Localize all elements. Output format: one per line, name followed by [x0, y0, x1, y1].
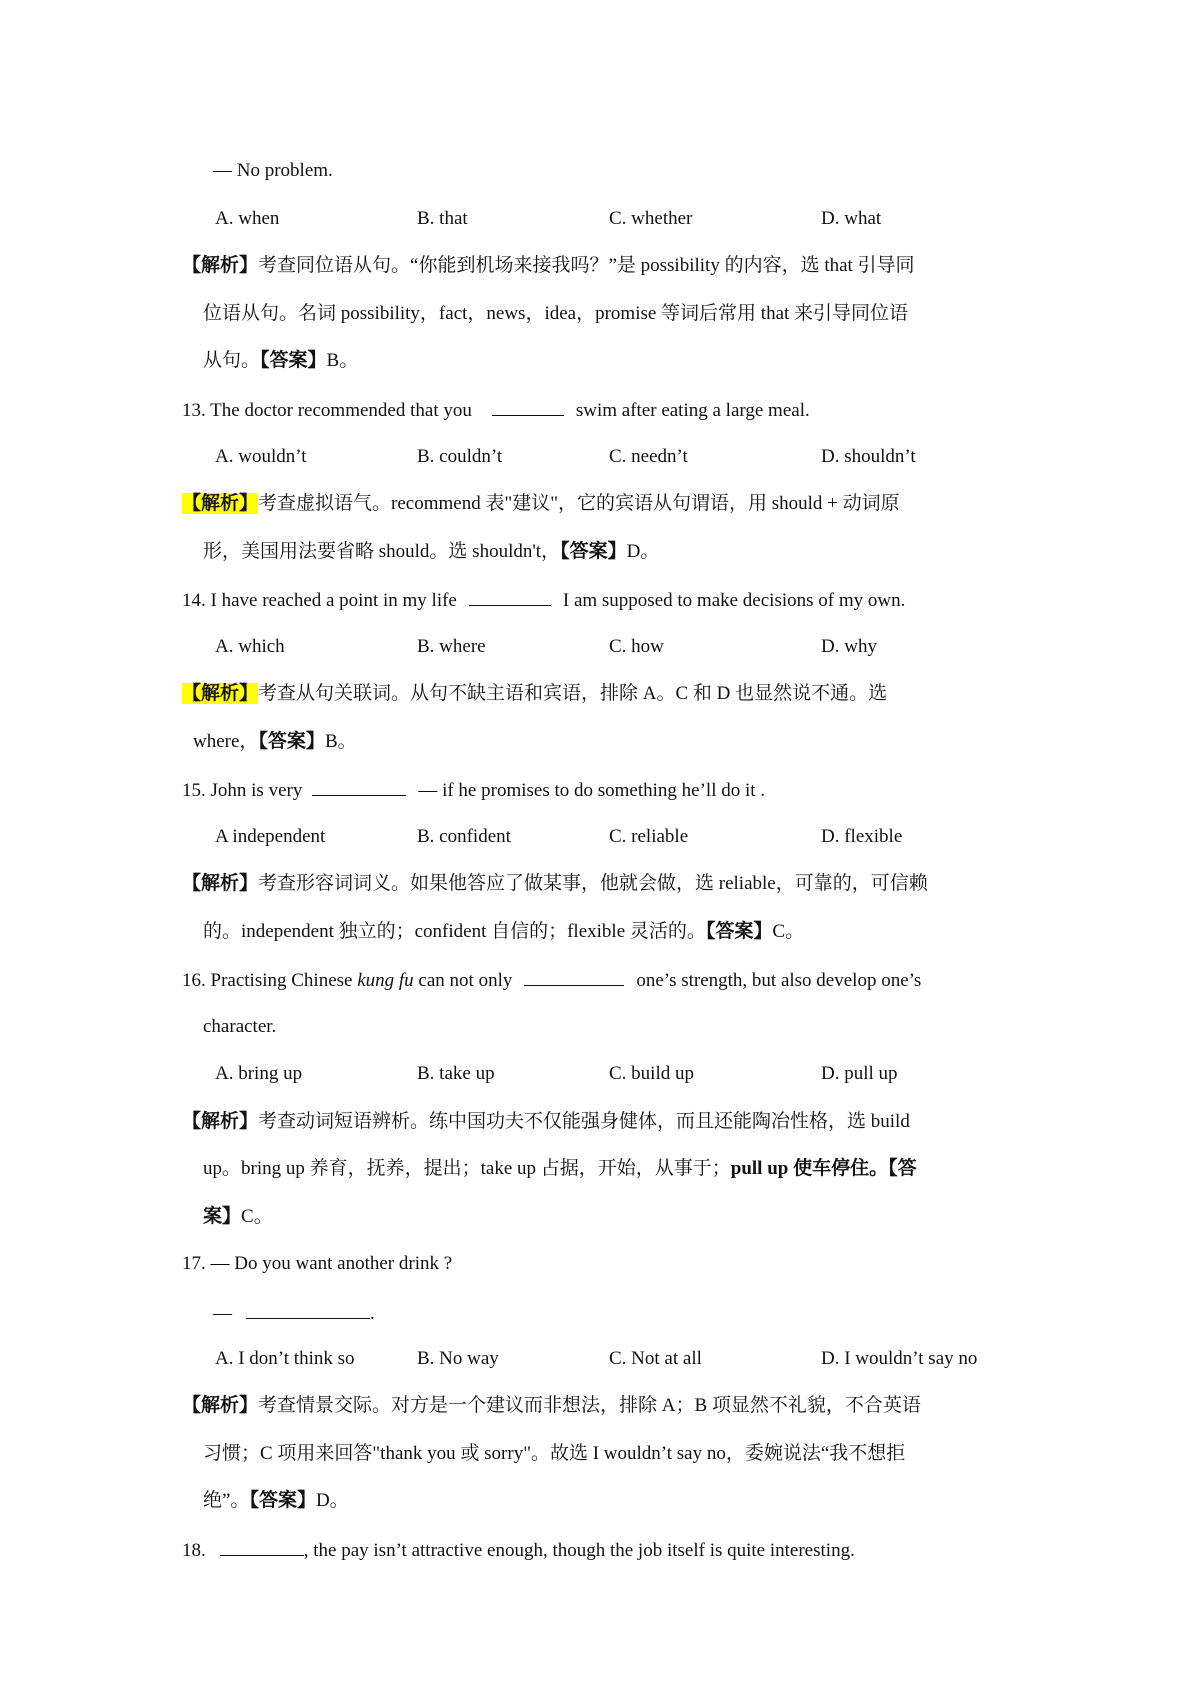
answer-tag: 【答案】 [249, 1490, 316, 1511]
q14-analysis-line-1: 【解析】考查从句关联词。从句不缺主语和宾语，排除 A。C 和 D 也显然说不通。选 [182, 683, 888, 704]
answer-value: C。 [772, 921, 805, 942]
kung-fu-term: kung fu [357, 970, 414, 991]
q16-option-a: A. bring up [215, 1063, 303, 1084]
q17-option-b: B. No way [417, 1348, 499, 1369]
q13-option-c: C. needn’t [609, 446, 688, 467]
answer-tag: 【答案】 [560, 541, 627, 562]
answer-blank [312, 777, 406, 796]
q14-option-b: B. where [417, 636, 486, 657]
q16-analysis-line-3 [203, 1205, 273, 1229]
q16-stem-line-1: 16. Practising Chinese kung fu can not only one’s strength, but also develop one’s [182, 967, 921, 993]
answer-tag: 【答 [888, 1158, 917, 1179]
answer-blank [246, 1300, 370, 1319]
q14-option-c: C. how [609, 636, 664, 657]
q17-stem: 17. — Do you want another drink ? [182, 1253, 453, 1274]
answer-value: D。 [315, 1490, 349, 1511]
q12-analysis-line-2: 位语从句。名词 possibility，fact，news，idea，promise 等词后常用 that 来引导同位语 [203, 303, 909, 324]
q13-analysis-line-1: 【解析】考查虚拟语气。recommend 表"建议"，它的宾语从句谓语，用 should + 动词原 [182, 493, 900, 514]
answer-value: C。 [241, 1206, 273, 1227]
q14-option-a: A. which [215, 636, 285, 657]
q15-stem: 15. John is very — if he promises to do something he’ll do it . [182, 777, 765, 803]
q17-option-c: C. Not at all [609, 1348, 702, 1369]
q16-option-b: B. take up [417, 1063, 495, 1084]
q16-stem-line-2: character. [203, 1016, 277, 1037]
analysis-tag: 【解析】 [182, 493, 259, 514]
analysis-tag: 【解析】 [182, 1395, 259, 1416]
q12-option-b: B. that [417, 208, 468, 229]
analysis-tag: 【解析】 [182, 1111, 259, 1132]
q18-stem: 18. , the pay isn’t attractive enough, though the job itself is quite interesting. [182, 1537, 855, 1563]
q14-option-d: D. why [821, 636, 877, 657]
q15-option-b: B. confident [417, 826, 511, 847]
answer-blank [524, 967, 624, 986]
q17-analysis-line-1: 【解析】考查情景交际。对方是一个建议而非想法，排除 A；B 项显然不礼貌，不合英语 [182, 1395, 921, 1416]
q16-option-c: C. build up [609, 1063, 694, 1084]
q15-option-d: D. flexible [821, 826, 903, 847]
q17-analysis-line-2: 习惯；C 项用来回答"thank you 或 sorry"。故选 I wouldn’t say no，委婉说法“我不想拒 [203, 1443, 906, 1464]
answer-tag: 案】 [203, 1206, 242, 1227]
answer-value: B。 [324, 731, 357, 752]
q16-analysis-line-2: up。bring up 养育，抚养，提出；take up 占据，开始，从事于；pull up 使车停住。【答 [203, 1158, 917, 1179]
q12-option-a: A. when [215, 208, 280, 229]
q15-analysis-line-1: 【解析】考查形容词词义。如果他答应了做某事，他就会做，选 reliable，可靠的，可信赖 [182, 873, 928, 894]
answer-blank [469, 587, 551, 606]
q13-option-d: D. shouldn’t [821, 446, 916, 467]
analysis-tag: 【解析】 [182, 255, 259, 276]
answer-value: B。 [326, 350, 359, 371]
answer-blank [220, 1537, 304, 1556]
analysis-tag: 【解析】 [182, 873, 259, 894]
q14-stem: 14. I have reached a point in my life I am supposed to make decisions of my own. [182, 587, 905, 613]
q14-analysis-line-2: where，【答案】B。 [193, 731, 357, 752]
analysis-tag: 【解析】 [182, 683, 259, 704]
q15-option-a: A independent [215, 826, 326, 847]
q13-option-b: B. couldn’t [417, 446, 503, 467]
q17-option-a: A. I don’t think so [215, 1348, 355, 1369]
answer-tag: 【答案】 [258, 731, 325, 752]
reply-line: — No problem. [213, 160, 333, 181]
q17-option-d: D. I wouldn’t say no [821, 1348, 978, 1369]
q13-analysis-line-2: 形，美国用法要省略 should。选 shouldn't，【答案】D。 [203, 541, 660, 562]
q15-analysis-line-2: 的。independent 独立的；confident 自信的；flexible 灵活的。【答案】C。 [203, 921, 805, 942]
q12-option-d: D. what [821, 208, 882, 229]
answer-tag: 【答案】 [705, 921, 773, 942]
q13-stem: 13. The doctor recommended that you swim after eating a large meal. [182, 397, 810, 423]
q15-option-c: C. reliable [609, 826, 689, 847]
q16-option-d: D. pull up [821, 1063, 898, 1084]
q17-reply-line: — . [213, 1300, 375, 1326]
q12-analysis-line-3: 从句。【答案】B。 [203, 350, 359, 371]
q17-analysis-line-3: 绝”。【答案】D。 [203, 1490, 349, 1511]
q13-option-a: A. wouldn’t [215, 446, 307, 467]
answer-blank [492, 397, 564, 416]
q12-analysis-line-1: 【解析】考查同位语从句。“你能到机场来接我吗？”是 possibility 的内容，选 that 引导同 [182, 255, 915, 276]
q16-analysis-line-1: 【解析】考查动词短语辨析。练中国功夫不仅能强身健体，而且还能陶冶性格，选 build [182, 1111, 910, 1132]
q12-option-c: C. whether [609, 208, 693, 229]
answer-tag: 【答案】 [260, 350, 327, 371]
answer-value: D。 [626, 541, 660, 562]
